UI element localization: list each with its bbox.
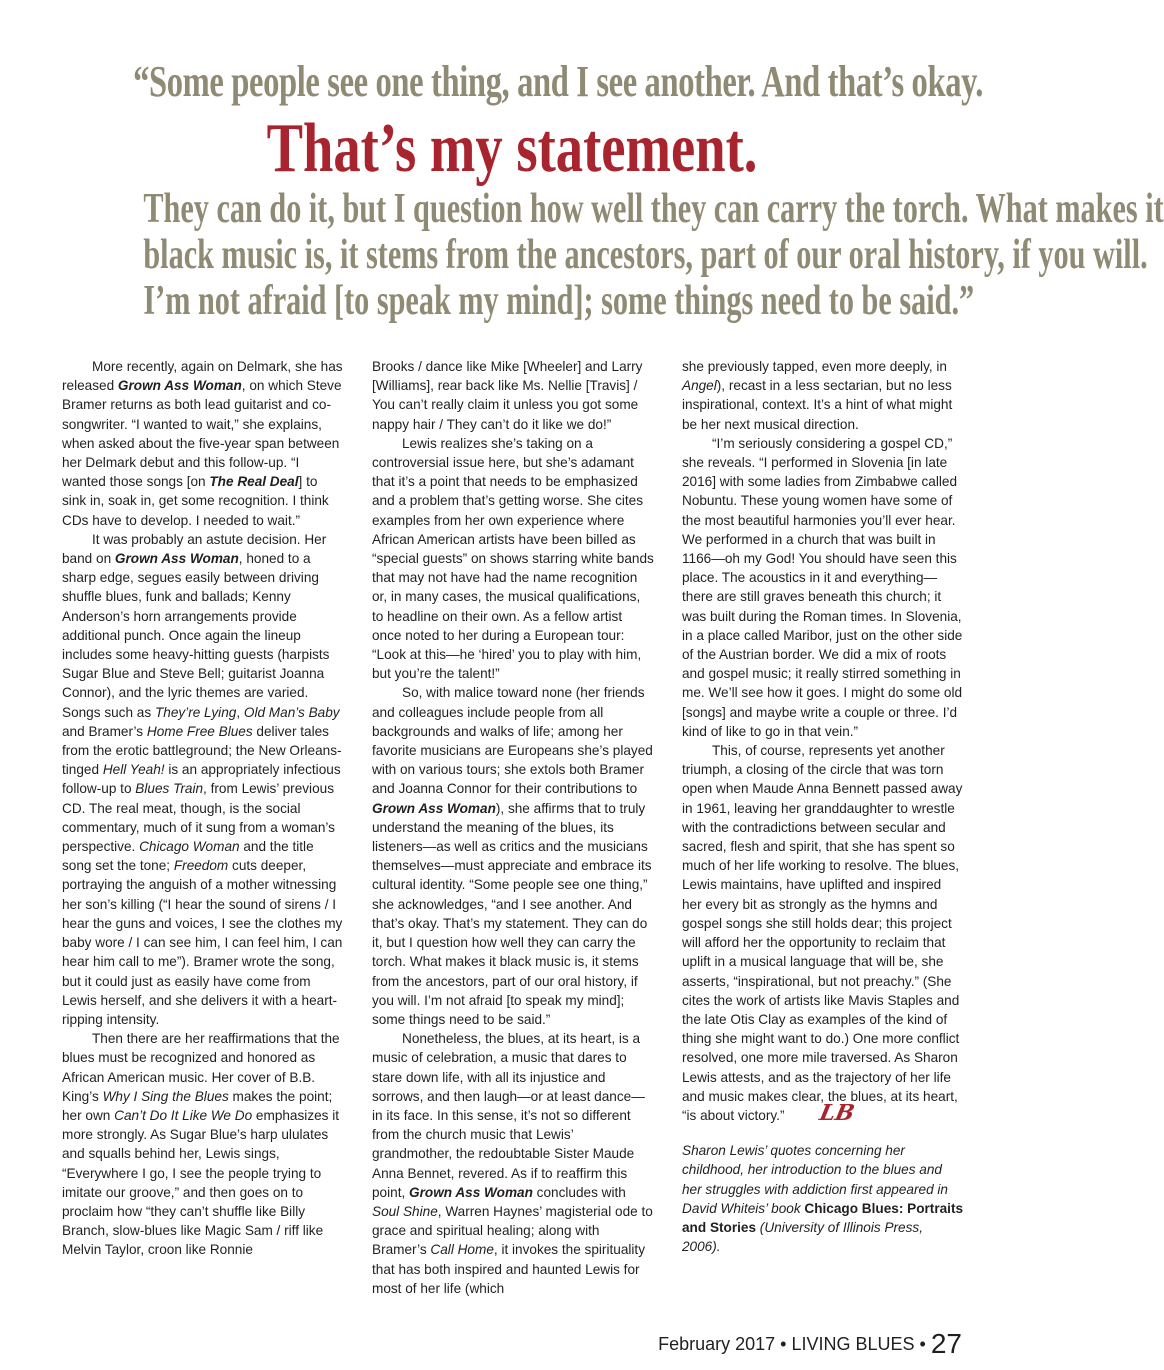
song-title: Hell Yeah!: [102, 762, 165, 778]
pull-quote-line-5: I’m not afraid [to speak my mind]; some things need to be said.”: [143, 278, 975, 324]
paragraph: So, with malice toward none (her friends and colleagues include people from all backgrounds and walks of life; among her favorite musicians are Europeans she’s played with on various tours; she extols both Bramer and Joanna Connor for their contributions to Grown Ass Woman), she affirms that to truly understand the meaning of the blues, its listeners—as well as critics and the musicians themselves—must appreciate and embrace its cultural identity. “Some people see one thing,” she acknowledges, “and I see another. And that’s okay. That’s my statement. They can do it, but I question how well they can carry the torch. What makes it black music is, it stems from the ancestors, part of our oral history, if you will. I’m not afraid [to speak my mind]; some things need to be said.”: [372, 685, 653, 1027]
article-column-2: [372, 357, 654, 1298]
article-column-1: [62, 357, 344, 1260]
song-title: Angel: [682, 378, 717, 394]
song-title: Call Home: [430, 1242, 494, 1258]
paragraph: More recently, again on Delmark, she has released Grown Ass Woman, on which Steve Bramer returns as both lead guitarist and co-songwriter. “I wanted to wait,” she explains, when asked about the five-year span between her Delmark debut and this follow-up. “I wanted those songs [on The Real Deal] to sink in, soak in, get some recognition. I think CDs have to develop. I needed to wait.”: [62, 359, 343, 528]
album-title: Grown Ass Woman: [409, 1184, 533, 1200]
pull-quote: [0, 52, 1164, 324]
album-title: Grown Ass Woman: [114, 551, 239, 567]
page-footer: [658, 1328, 962, 1360]
song-title: Old Man’s Baby: [243, 704, 340, 720]
paragraph: This, of course, represents yet another triumph, a closing of the circle that was torn open when Maude Anna Bennett passed away in 1961, leaving her granddaughter to wrestle with the contradictions between secular and sacred, flesh and spirit, that she has spent so much of her life working to resolve. The blues, Lewis maintains, have uplifted and inspired her every bit as strongly as the hymns and gospel songs she still holds dear; this project will afford her the opportunity to reclaim that uplift in a musical language that will be, she asserts, “inspirational, but not preachy.” (She cites the work of artists like Mavis Staples and the late Otis Clay as examples of the kind of thing she might want to do.) One more conflict resolved, one more mile traversed. As Sharon Lewis attests, and as the trajectory of her life and music makes clear, the blues, at its heart, “is about victory.” LB: [682, 743, 963, 1126]
paragraph: Brooks / dance like Mike [Wheeler] and Larry [Williams], rear back like Ms. Nellie [Travis] / You can’t really claim it unless you got some nappy hair / They can’t do it like we do!”: [372, 359, 643, 432]
paragraph: she previously tapped, even more deeply, in Angel), recast in a less sectarian, but no less inspirational, context. It’s a hint of what might be her next musical direction.: [682, 359, 953, 432]
issue-line: February 2017 • LIVING BLUES •: [658, 1334, 931, 1354]
article-column-3: [682, 357, 964, 1256]
book-title: Chicago Blues: Portraits and Stories: [682, 1200, 964, 1235]
page-number: 27: [930, 1328, 962, 1359]
song-title: Home Free Blues: [146, 723, 253, 739]
credit-note: Sharon Lewis’ quotes concerning her childhood, her introduction to the blues and her struggles with addiction first appeared in David Whiteis’ book Chicago Blues: Portraits and Stories (University of Illinois Press, 2006).: [682, 1143, 964, 1255]
song-title: They’re Lying: [154, 704, 237, 720]
album-title: Grown Ass Woman: [372, 800, 496, 816]
pull-quote-line-4: black music is, it stems from the ancestors, part of our oral history, if you will.: [143, 232, 1148, 278]
song-title: Soul Shine: [372, 1203, 438, 1219]
pull-quote-line-3: They can do it, but I question how well they can carry the torch. What makes it: [143, 186, 1164, 232]
paragraph: “I’m seriously considering a gospel CD,” she reveals. “I performed in Slovenia [in late 2016] with some ladies from Zimbabwe called Nobuntu. These young women have some of the most beautiful harmonies you’ll ever hear. We performed in a church that was built in 1166—oh my God! You should have seen this place. The acoustics in it and everything—there are still graves beneath this church; it was built during the Roman times. In Slovenia, in a place called Maribor, just on the other side of the Austrian border. We did a mix of roots and gospel music; it really stirred something in me. We’ll see how it goes. I might do some old [songs] and maybe write a couple or three. I’d kind of like to go in that vein.”: [682, 435, 963, 739]
pull-quote-highlight: That’s my statement.: [266, 110, 758, 187]
song-title: Freedom: [173, 858, 229, 874]
paragraph: Nonetheless, the blues, at its heart, is a music of celebration, a music that dares to stare down life, with all its injustice and sorrows, and then laugh—or at least dance—in its face. In this sense, it’s not so different from the church music that Lewis’ grandmother, the redoubtable Sister Maude Anna Bennet, revered. As if to reaffirm this point, Grown Ass Woman concludes with Soul Shine, Warren Haynes’ magisterial ode to grace and spiritual healing; along with Bramer’s Call Home, it invokes the spirituality that has both inspired and haunted Lewis for most of her life (which: [372, 1031, 653, 1296]
author-signature-logo: LB: [817, 1099, 858, 1126]
paragraph: Lewis realizes she’s taking on a controversial issue here, but she’s adamant that it’s a point that needs to be emphasized and a problem that’s getting worse. She cites examples from her own experience where African American artists have been billed as “special guests” on shows starring white bands that may not have had the name recognition or, in many cases, the musical qualifications, to headline on their own. As a fellow artist once noted to her during a European tour: “Look at this—he ‘hired’ you to play with him, but you’re the talent!”: [372, 435, 654, 682]
song-title: Can’t Do It Like We Do: [114, 1107, 253, 1123]
song-title: Blues Train: [135, 781, 204, 797]
song-title: Chicago Woman: [139, 839, 240, 855]
paragraph: Then there are her reaffirmations that the blues must be recognized and honored as African American music. Her cover of B.B. King’s Why I Sing the Blues makes the point; her own Can’t Do It Like We Do emphasizes it more strongly. As Sugar Blue’s harp ululates and squalls behind her, Lewis sings, “Everywhere I go, I see the people trying to imitate our groove,” and then goes on to proclaim how “they can’t shuffle like Billy Branch, slow-blues like Magic Sam / riff like Melvin Taylor, croon like Ronnie: [62, 1031, 340, 1258]
album-title: The Real Deal: [209, 474, 299, 490]
pull-quote-continuation: [143, 186, 1164, 324]
song-title: Why I Sing the Blues: [102, 1088, 229, 1104]
source-credit: [682, 1141, 964, 1256]
paragraph: It was probably an astute decision. Her band on Grown Ass Woman, honed to a sharp edge, segues easily between driving shuffle blues, funk and ballads; Kenny Anderson’s horn arrangements provide additional punch. Once again the lineup includes some heavy-hitting guests (harpists Sugar Blue and Steve Bell; guitarist Joanna Connor), and the lyric themes are varied. Songs such as They’re Lying, Old Man’s Baby and Bramer’s Home Free Blues deliver tales from the erotic battleground; the New Orleans-tinged Hell Yeah! is an appropriately infectious follow-up to Blues Train, from Lewis’ previous CD. The real meat, though, is the social commentary, much of it sung from a woman’s perspective. Chicago Woman and the title song set the tone; Freedom cuts deeper, portraying the anguish of a mother witnessing her son’s killing (“I hear the sound of sirens / I hear the guns and voices, I see the clothes my baby wore / I can see him, I can feel him, I can hear him call to me”). Bramer wrote the song, but it could just as easily have come from Lewis herself, and she delivers it with a heart-ripping intensity.: [62, 531, 343, 1027]
album-title: Grown Ass Woman: [117, 378, 242, 394]
pull-quote-line-1: “Some people see one thing, and I see another. And that’s okay.: [133, 57, 984, 106]
